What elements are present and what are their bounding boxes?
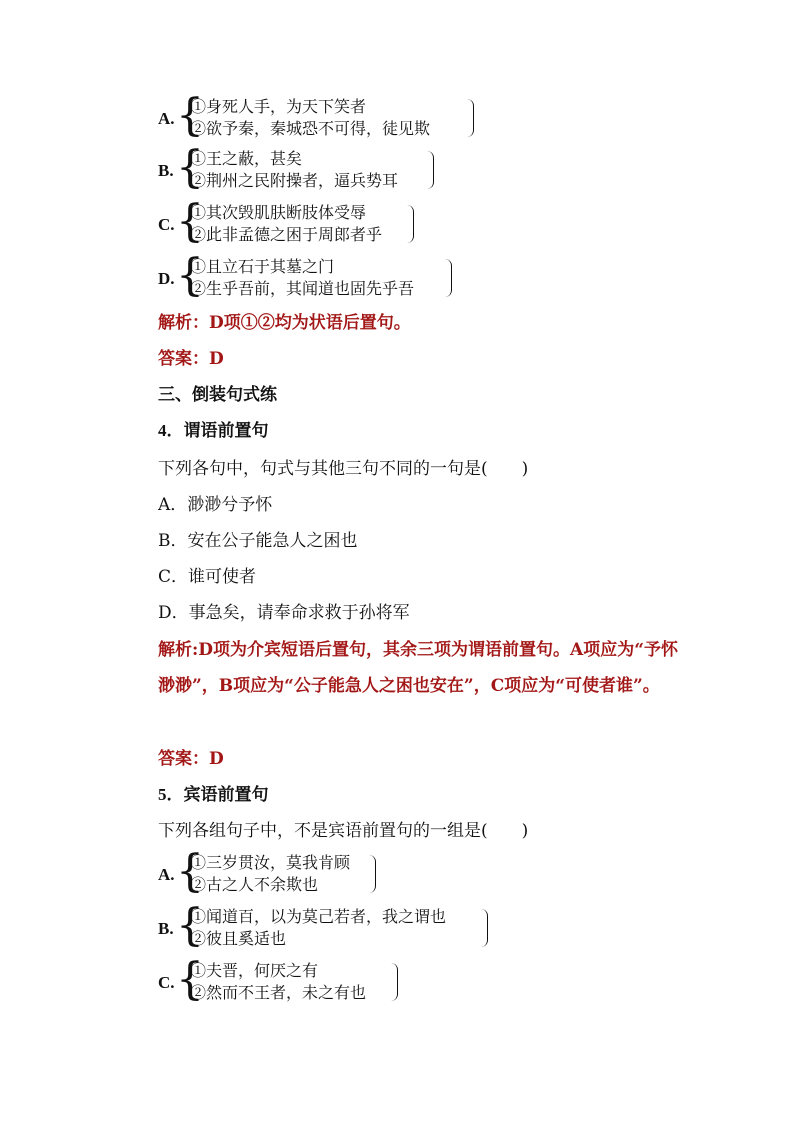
q5-number: 5． <box>158 785 184 804</box>
option-letter: A. <box>158 109 175 128</box>
option-row-1: ①其次毁肌肤断肢体受辱 <box>190 203 367 222</box>
analysis-label: 解析: <box>158 640 199 660</box>
q4-analysis <box>118 632 688 704</box>
option-letter: D. <box>158 269 175 288</box>
analysis-label: 解析： <box>158 313 209 333</box>
q4-option-c[interactable]: C．谁可使者 <box>158 567 257 587</box>
option-row-2: ②然而不王者，未之有也 <box>190 983 367 1002</box>
option-row-1: ①且立石于其墓之门 <box>190 257 335 276</box>
q5-stem: 下列各组句子中，不是宾语前置句的一组是( ) <box>158 821 529 841</box>
right-brace <box>426 151 434 189</box>
option-row-2: ②彼且奚适也 <box>190 929 287 948</box>
q4-heading <box>158 420 269 442</box>
analysis-text: D项①②均为状语后置句。 <box>209 313 411 333</box>
option-row-1: ①王之蔽，甚矣 <box>190 149 303 168</box>
right-brace <box>390 963 398 1001</box>
option-letter: C. <box>158 215 175 234</box>
option-row-2: ②生乎吾前，其闻道也固先乎吾 <box>190 279 415 298</box>
left-brace: { <box>176 90 204 141</box>
right-brace <box>444 259 452 297</box>
right-brace <box>406 205 414 243</box>
option-row-2: ②荆州之民附操者，逼兵势耳 <box>190 171 399 190</box>
right-brace <box>466 99 474 137</box>
left-brace: { <box>176 250 204 301</box>
option-row-1: ①身死人手，为天下笑者 <box>190 97 367 116</box>
right-brace <box>368 855 376 893</box>
option-letter: A. <box>158 865 175 884</box>
option-letter: C. <box>158 973 175 992</box>
option-row-1: ①闻道百，以为莫己若者，我之谓也 <box>190 907 447 926</box>
left-brace: { <box>176 900 204 951</box>
q5-topic: 宾语前置句 <box>183 785 269 805</box>
left-brace: { <box>176 954 204 1005</box>
q4-option-d[interactable]: D．事急矣，请奉命求救于孙将军 <box>158 603 410 623</box>
option-row-1: ①夫晋，何厌之有 <box>190 961 319 980</box>
option-letter: B. <box>158 919 174 938</box>
option-row-2: ②欲予秦，秦城恐不可得，徒见欺 <box>190 119 431 138</box>
option-row-1: ①三岁贯汝，莫我肯顾 <box>190 853 351 872</box>
q4-stem: 下列各句中，句式与其他三句不同的一句是( ) <box>158 459 529 479</box>
right-brace <box>480 909 488 947</box>
answer-label: 答案： <box>158 349 209 369</box>
answer-label: 答案： <box>158 749 209 769</box>
option-row-2: ②古之人不余欺也 <box>190 875 319 894</box>
section-title: 三、倒装句式练 <box>158 385 277 405</box>
q5-heading <box>158 784 269 806</box>
q4-option-b[interactable]: B．安在公子能急人之困也 <box>158 531 358 551</box>
q4-topic: 谓语前置句 <box>183 421 269 441</box>
q3-answer <box>158 348 224 370</box>
option-row-2: ②此非孟德之困于周郎者乎 <box>190 225 383 244</box>
answer-value: D <box>209 749 224 769</box>
analysis-text: D项为介宾短语后置句，其余三项为谓语前置句。A项应为“予怀渺渺”，B项应为“公子能急人之困也安在”，C项应为“可使者谁”。 <box>158 640 678 696</box>
q4-number: 4． <box>158 421 184 440</box>
answer-value: D <box>209 349 224 369</box>
left-brace: { <box>176 846 204 897</box>
option-letter: B. <box>158 161 174 180</box>
left-brace: { <box>176 196 204 247</box>
q3-analysis <box>158 312 411 334</box>
q4-answer <box>158 748 224 770</box>
q4-option-a[interactable]: A．渺渺兮予怀 <box>158 495 273 515</box>
left-brace: { <box>176 142 204 193</box>
